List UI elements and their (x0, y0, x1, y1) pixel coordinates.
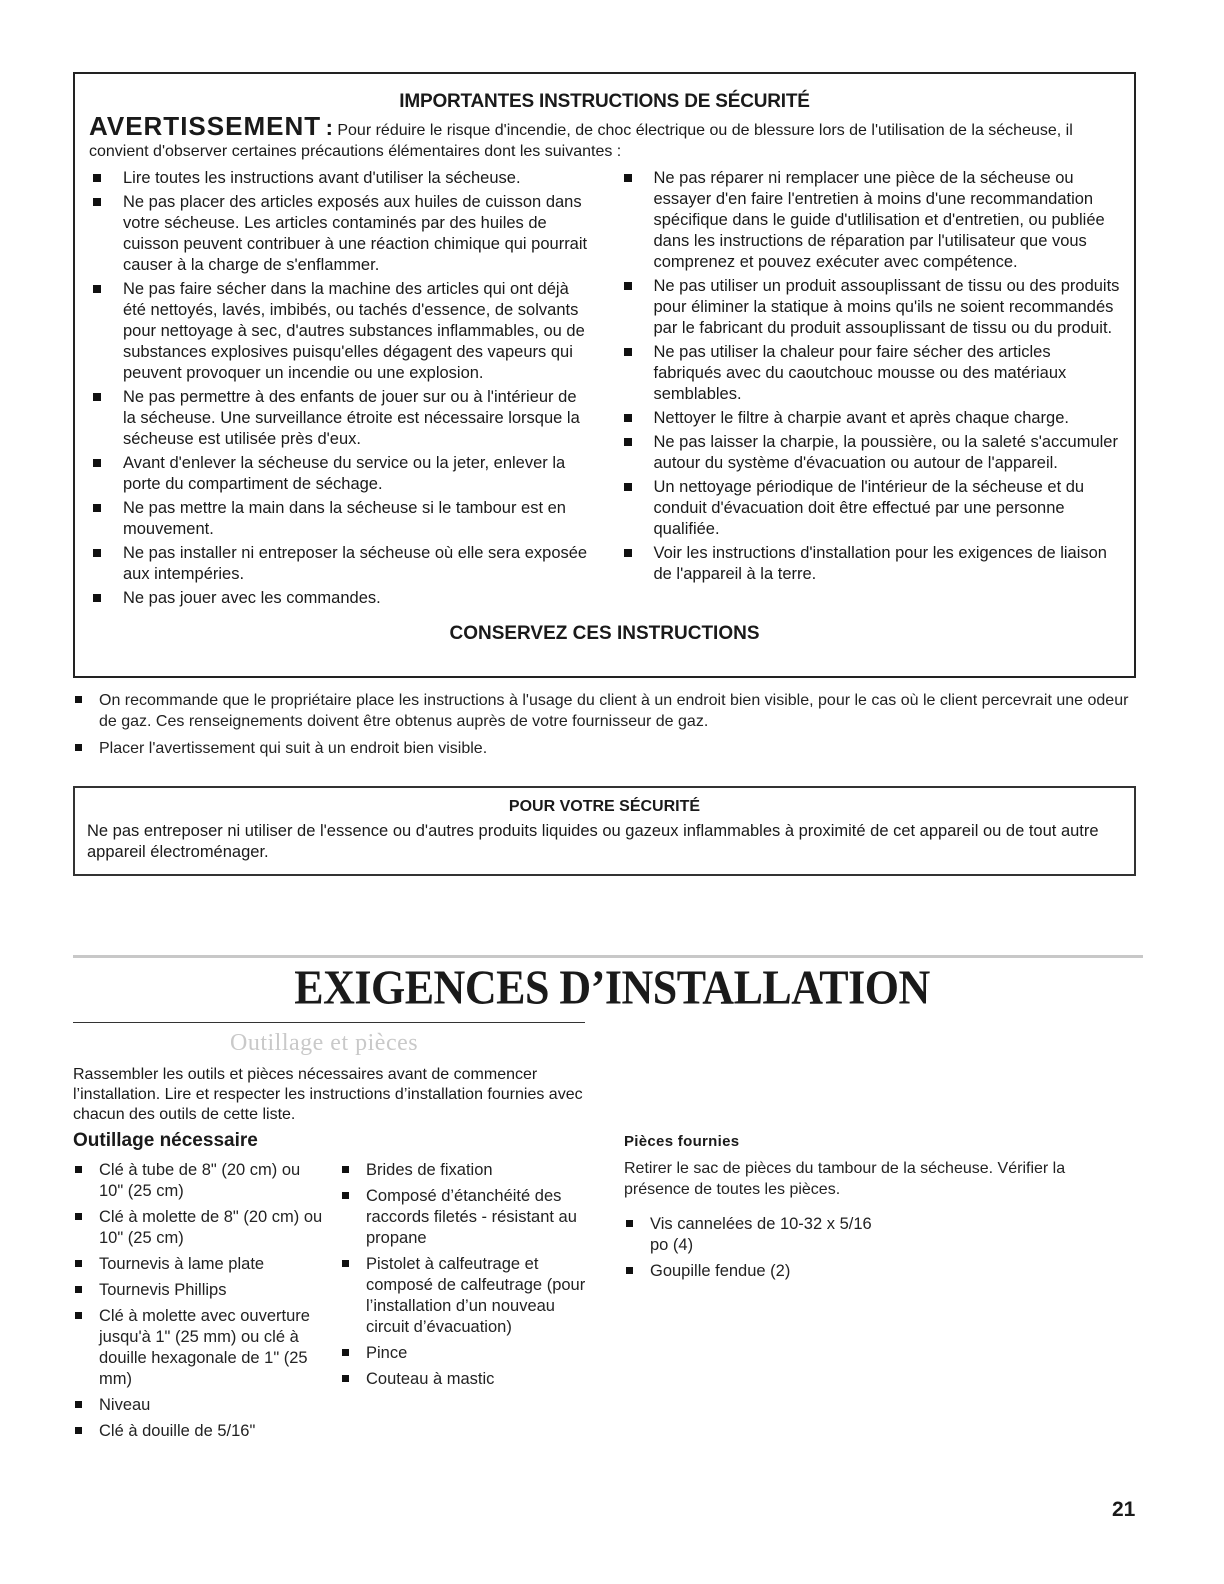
warning-paragraph (89, 111, 1120, 162)
list-item-text: Tournevis Phillips (99, 1281, 227, 1299)
list-item-text: Niveau (99, 1396, 151, 1414)
list-item (73, 738, 1136, 759)
list-item (89, 192, 590, 276)
bullet-square-icon (93, 285, 101, 293)
safety-left-list (89, 168, 590, 609)
bullet-square-icon (626, 1220, 633, 1227)
list-item-text: Clé à tube de 8" (20 cm) ou 10" (25 cm) (99, 1161, 301, 1200)
bullet-square-icon (93, 504, 101, 512)
safety-notice-box (73, 786, 1136, 876)
bullet-square-icon (624, 438, 632, 446)
list-item-text: Voir les instructions d'installation pour les exigences de liaison de l'appareil à la terre. (653, 544, 1107, 583)
list-item-text: Avant d'enlever la sécheuse du service ou la jeter, enlever la porte du compartiment de séchage. (123, 454, 566, 493)
bullet-square-icon (342, 1349, 349, 1356)
tools-list-1 (73, 1160, 328, 1442)
bullet-square-icon (75, 1260, 82, 1267)
list-item (620, 543, 1121, 585)
list-item-text: Clé à molette de 8" (20 cm) ou 10" (25 cm) (99, 1208, 323, 1247)
list-item (624, 1261, 884, 1282)
bullet-square-icon (342, 1375, 349, 1382)
list-item-text: Placer l'avertissement qui suit à un endroit bien visible. (99, 740, 488, 757)
warning-colon: : (325, 115, 333, 140)
list-item (73, 1280, 328, 1301)
list-item-text: Pince (366, 1344, 408, 1362)
safety-instructions-box (73, 72, 1136, 678)
subsection-title: Outillage et pièces (230, 1030, 419, 1056)
bullet-square-icon (624, 414, 632, 422)
tools-list-2 (340, 1160, 600, 1390)
safety-right-column (620, 168, 1121, 612)
list-item-text: Ne pas faire sécher dans la machine des articles qui ont déjà été nettoyés, lavés, imbibés, ou tachés d'essence, de solvants pour nettoyage à sec, d'autres substances inflammables, ou de substances explosives puisqu'elles dégagent des vapeurs qui peuvent provoquer un incendie ou une explosion. (123, 280, 585, 382)
list-item (620, 408, 1121, 429)
list-item (73, 1254, 328, 1275)
bullet-square-icon (93, 594, 101, 602)
safety-columns (89, 168, 1120, 612)
list-item-text: Vis cannelées de 10-32 x 5/16 po (4) (650, 1215, 872, 1254)
list-item (340, 1186, 600, 1249)
tools-column-2 (340, 1160, 600, 1395)
safety-right-list (620, 168, 1121, 585)
list-item (89, 543, 590, 585)
list-item (73, 1160, 328, 1202)
bullet-square-icon (624, 282, 632, 290)
list-item (620, 477, 1121, 540)
list-item (89, 168, 590, 189)
list-item (89, 588, 590, 609)
list-item-text: Tournevis à lame plate (99, 1255, 265, 1273)
list-item-text: On recommande que le propriétaire place les instructions à l'usage du client à un endroit bien visible, pour le cas où le client percevrait une odeur de gaz. Ces renseignements doivent être obtenus auprès de votre fournisseur de gaz. (99, 692, 1129, 730)
list-item-text: Ne pas permettre à des enfants de jouer sur ou à l'intérieur de la sécheuse. Une surveillance étroite est nécessaire lorsque la sécheuse est utilisée près d'eux. (123, 388, 580, 448)
list-item (73, 1306, 328, 1390)
safety-title: IMPORTANTES INSTRUCTIONS DE SÉCURITÉ (399, 91, 810, 112)
page-number: 21 (1112, 1498, 1136, 1521)
list-item (620, 342, 1121, 405)
bullet-square-icon (93, 549, 101, 557)
parts-heading: Pièces fournies (624, 1133, 740, 1150)
intro-paragraph: Rassembler les outils et pièces nécessaires avant de commencer l’installation. Lire et respecter les instructions d’installation fournies avec chacun des outils de cette liste. (73, 1066, 583, 1123)
warning-word: AVERTISSEMENT (89, 111, 322, 141)
list-item (89, 498, 590, 540)
list-item (340, 1369, 600, 1390)
list-item-text: Ne pas réparer ni remplacer une pièce de la sécheuse ou essayer d'en faire l'entretien à moins d'une recommandation spécifique dans le guide d'utlilisation et d'entretien, ou publiée dans les instructions de réparation par l'utilisateur que vous comprenez et pouvez exécuter avec compétence. (653, 169, 1105, 271)
bullet-square-icon (342, 1192, 349, 1199)
list-item-text: Un nettoyage périodique de l'intérieur de la sécheuse et du conduit d'évacuation doit être effectué par une personne qualifiée. (653, 478, 1085, 538)
bullet-square-icon (342, 1166, 349, 1173)
list-item-text: Ne pas installer ni entreposer la sécheuse où elle sera exposée aux intempéries. (123, 544, 588, 583)
bullet-square-icon (75, 1166, 82, 1173)
list-item (73, 1207, 328, 1249)
list-item-text: Goupille fendue (2) (650, 1262, 791, 1280)
bullet-square-icon (624, 174, 632, 182)
list-item (340, 1160, 600, 1181)
safety-notice-text: Ne pas entreposer ni utiliser de l'essence ou d'autres produits liquides ou gazeux inflammables à proximité de cet appareil ou de tout autre appareil électroménager. (87, 822, 1099, 861)
list-item-text: Composé d’étanchéité des raccords filetés - résistant au propane (366, 1187, 577, 1247)
bullet-square-icon (624, 483, 632, 491)
bullet-square-icon (75, 696, 82, 703)
list-item-text: Brides de fixation (366, 1161, 493, 1179)
bullet-square-icon (93, 393, 101, 401)
list-item-text: Ne pas utiliser un produit assouplissant de tissu ou des produits pour éliminer la statique à moins qu'ils ne soient recommandés par le fabricant du produit assouplissant de tissu ou du produit. (653, 277, 1120, 337)
list-item (620, 276, 1121, 339)
safety-notice-title: POUR VOTRE SÉCURITÉ (508, 798, 701, 815)
list-item-text: Ne pas placer des articles exposés aux huiles de cuisson dans votre sécheuse. Les articles contaminés par des huiles de cuisson peuvent contribuer à une réaction chimique qui pourrait causer à la charge de s'enflammer. (123, 193, 588, 274)
bullet-square-icon (93, 459, 101, 467)
parts-items (624, 1214, 884, 1282)
bullet-square-icon (93, 174, 101, 182)
warning-text: Pour réduire le risque d'incendie, de choc électrique ou de blessure lors de l'utilisation de la sécheuse, il convient d'observer certaines précautions élémentaires dont les suivantes : (89, 122, 1073, 160)
list-item (73, 1395, 328, 1416)
section-divider (73, 955, 1143, 958)
bullet-square-icon (75, 1312, 82, 1319)
list-item (340, 1343, 600, 1364)
section-title: EXIGENCES D’INSTALLATION (294, 960, 930, 1015)
subsection-divider (73, 1022, 585, 1023)
notes-list (73, 690, 1136, 759)
notes-section (73, 690, 1136, 765)
bullet-square-icon (342, 1260, 349, 1267)
bullet-square-icon (75, 1213, 82, 1220)
safety-left-column (89, 168, 590, 612)
list-item-text: Clé à molette avec ouverture jusqu'à 1" (25 mm) ou clé à douille hexagonale de 1" (25 mm) (99, 1307, 310, 1388)
bullet-square-icon (624, 549, 632, 557)
list-item (73, 1421, 328, 1442)
bullet-square-icon (75, 1286, 82, 1293)
list-item (620, 432, 1121, 474)
list-item-text: Lire toutes les instructions avant d'utiliser la sécheuse. (123, 169, 521, 187)
list-item (620, 168, 1121, 273)
list-item-text: Couteau à mastic (366, 1370, 495, 1388)
bullet-square-icon (75, 1401, 82, 1408)
bullet-square-icon (624, 348, 632, 356)
list-item-text: Ne pas mettre la main dans la sécheuse si le tambour est en mouvement. (123, 499, 566, 538)
bullet-square-icon (75, 1427, 82, 1434)
parts-list (624, 1214, 884, 1287)
list-item-text: Ne pas laisser la charpie, la poussière, ou la saleté s'accumuler autour du système d'évacuation ou autour de l'appareil. (653, 433, 1118, 472)
bullet-square-icon (93, 198, 101, 206)
list-item-text: Clé à douille de 5/16" (99, 1422, 256, 1440)
list-item-text: Pistolet à calfeutrage et composé de calfeutrage (pour l’installation d’un nouveau circuit d’évacuation) (366, 1255, 586, 1336)
conserve-instructions: CONSERVEZ CES INSTRUCTIONS (449, 623, 760, 644)
list-item-text: Ne pas jouer avec les commandes. (123, 589, 381, 607)
parts-text: Retirer le sac de pièces du tambour de la sécheuse. Vérifier la présence de toutes les pièces. (624, 1160, 1066, 1198)
bullet-square-icon (626, 1267, 633, 1274)
bullet-square-icon (75, 744, 82, 751)
list-item (73, 690, 1136, 732)
list-item (89, 279, 590, 384)
tools-column-1 (73, 1160, 328, 1447)
list-item-text: Ne pas utiliser la chaleur pour faire sécher des articles fabriqués avec du caoutchouc mousse ou des matériaux semblables. (653, 343, 1067, 403)
list-item (89, 453, 590, 495)
list-item (624, 1214, 884, 1256)
list-item-text: Nettoyer le filtre à charpie avant et après chaque charge. (653, 409, 1069, 427)
list-item (89, 387, 590, 450)
list-item (340, 1254, 600, 1338)
tools-heading: Outillage nécessaire (73, 1130, 258, 1151)
